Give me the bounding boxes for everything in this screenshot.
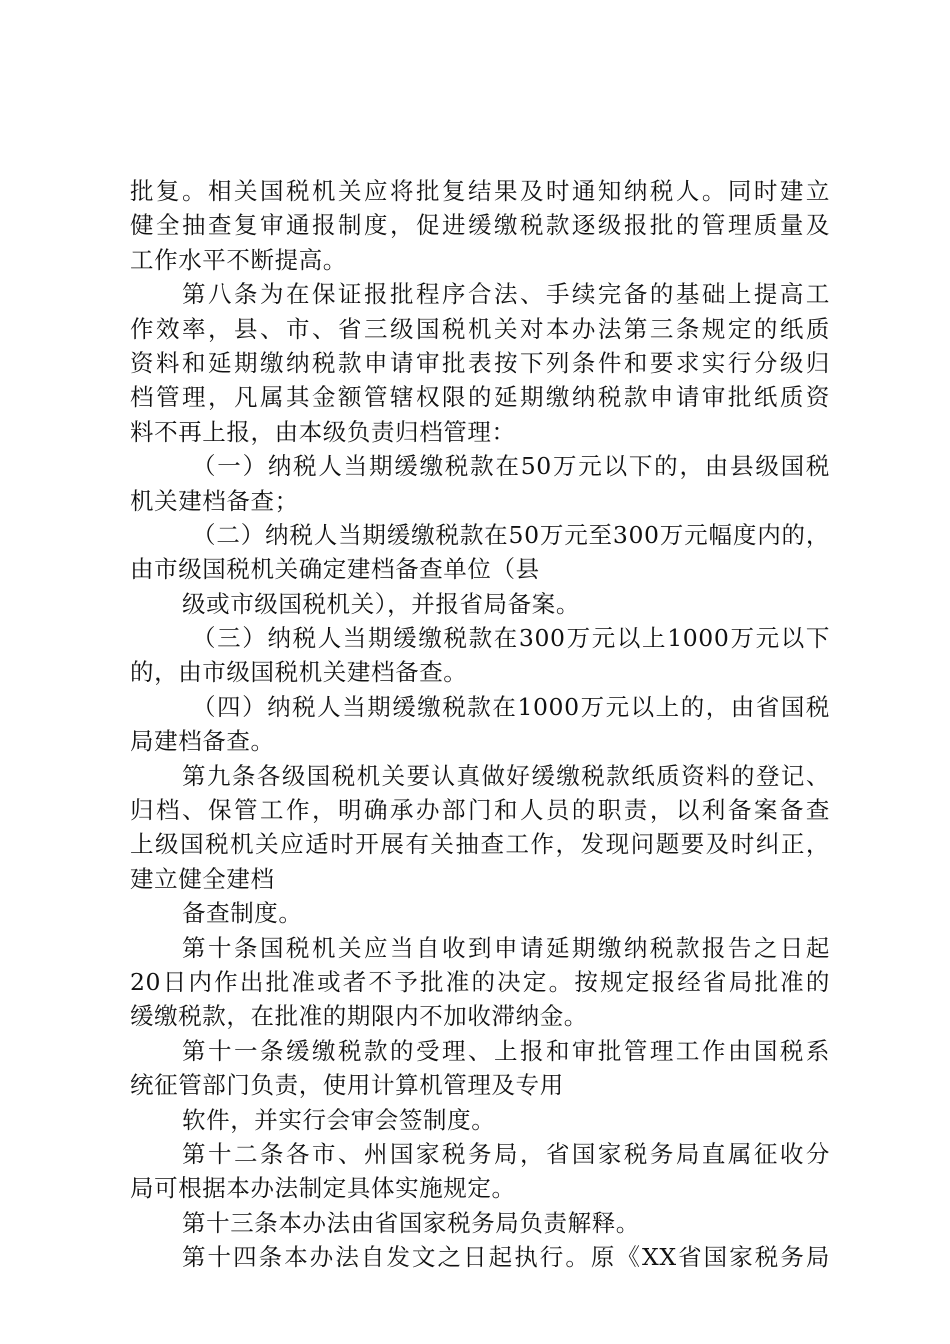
- document-line: 局可根据本办法制定具体实施规定。: [130, 1174, 516, 1203]
- document-line: 料不再上报，由本级负责归档管理：: [130, 417, 516, 446]
- document-line: 第十条国税机关应当自收到申请延期缴纳税款报告之日起: [182, 933, 830, 962]
- document-line: 统征管部门负责，使用计算机管理及专用: [130, 1071, 564, 1100]
- document-line: 第八条为在保证报批程序合法、手续完备的基础上提高工: [182, 280, 830, 309]
- document-line: 软件，并实行会审会签制度。: [182, 1105, 496, 1134]
- document-line: 第十一条缓缴税款的受理、上报和审批管理工作由国税系: [182, 1036, 830, 1065]
- document-line: 档管理，凡属其金额管辖权限的延期缴纳税款申请审批纸质资: [130, 383, 830, 412]
- document-line: 上级国税机关应适时开展有关抽查工作，发现问题要及时纠正，: [130, 830, 830, 859]
- document-line: 由市级国税机关确定建档备查单位（县: [130, 555, 540, 584]
- document-line: 资料和延期缴纳税款申请审批表按下列条件和要求实行分级归: [130, 348, 830, 377]
- document-line: 机关建档备查；: [130, 486, 299, 515]
- document-line: 健全抽查复审通报制度，促进缓缴税款逐级报批的管理质量及: [130, 211, 830, 240]
- document-line: （一）纳税人当期缓缴税款在50万元以下的，由县级国税: [192, 452, 830, 481]
- document-line: 的，由市级国税机关建档备查。: [130, 658, 468, 687]
- document-line: 第十二条各市、州国家税务局，省国家税务局直属征收分: [182, 1139, 830, 1168]
- document-line: 归档、保管工作，明确承办部门和人员的职责，以利备案备查: [130, 796, 830, 825]
- document-body: [130, 174, 850, 1275]
- document-line: 备查制度。: [182, 899, 303, 928]
- document-line: （三）纳税人当期缓缴税款在300万元以上1000万元以下: [192, 624, 830, 653]
- document-line: （二）纳税人当期缓缴税款在50万元至300万元幅度内的，: [192, 520, 830, 549]
- document-line: 批复。相关国税机关应将批复结果及时通知纳税人。同时建立: [130, 177, 830, 205]
- document-line: 第十三条本办法由省国家税务局负责解释。: [182, 1208, 640, 1237]
- document-line: （四）纳税人当期缓缴税款在1000万元以上的，由省国税: [192, 692, 830, 721]
- document-line: 局建档备查。: [130, 727, 275, 756]
- document-line: 级或市级国税机关），并报省局备案。: [182, 589, 580, 618]
- document-line: 第十四条本办法自发文之日起执行。原《XX省国家税务局: [182, 1243, 830, 1272]
- document-line: 20日内作出批准或者不予批准的决定。按规定报经省局批准的: [130, 967, 830, 996]
- document-line: 缓缴税款，在批准的期限内不加收滞纳金。: [130, 1002, 588, 1031]
- document-line: 建立健全建档: [130, 864, 275, 893]
- document-line: 作效率，县、市、省三级国税机关对本办法第三条规定的纸质: [130, 314, 830, 343]
- document-line: 工作水平不断提高。: [130, 245, 347, 274]
- document-line: 第九条各级国税机关要认真做好缓缴税款纸质资料的登记、: [182, 761, 830, 790]
